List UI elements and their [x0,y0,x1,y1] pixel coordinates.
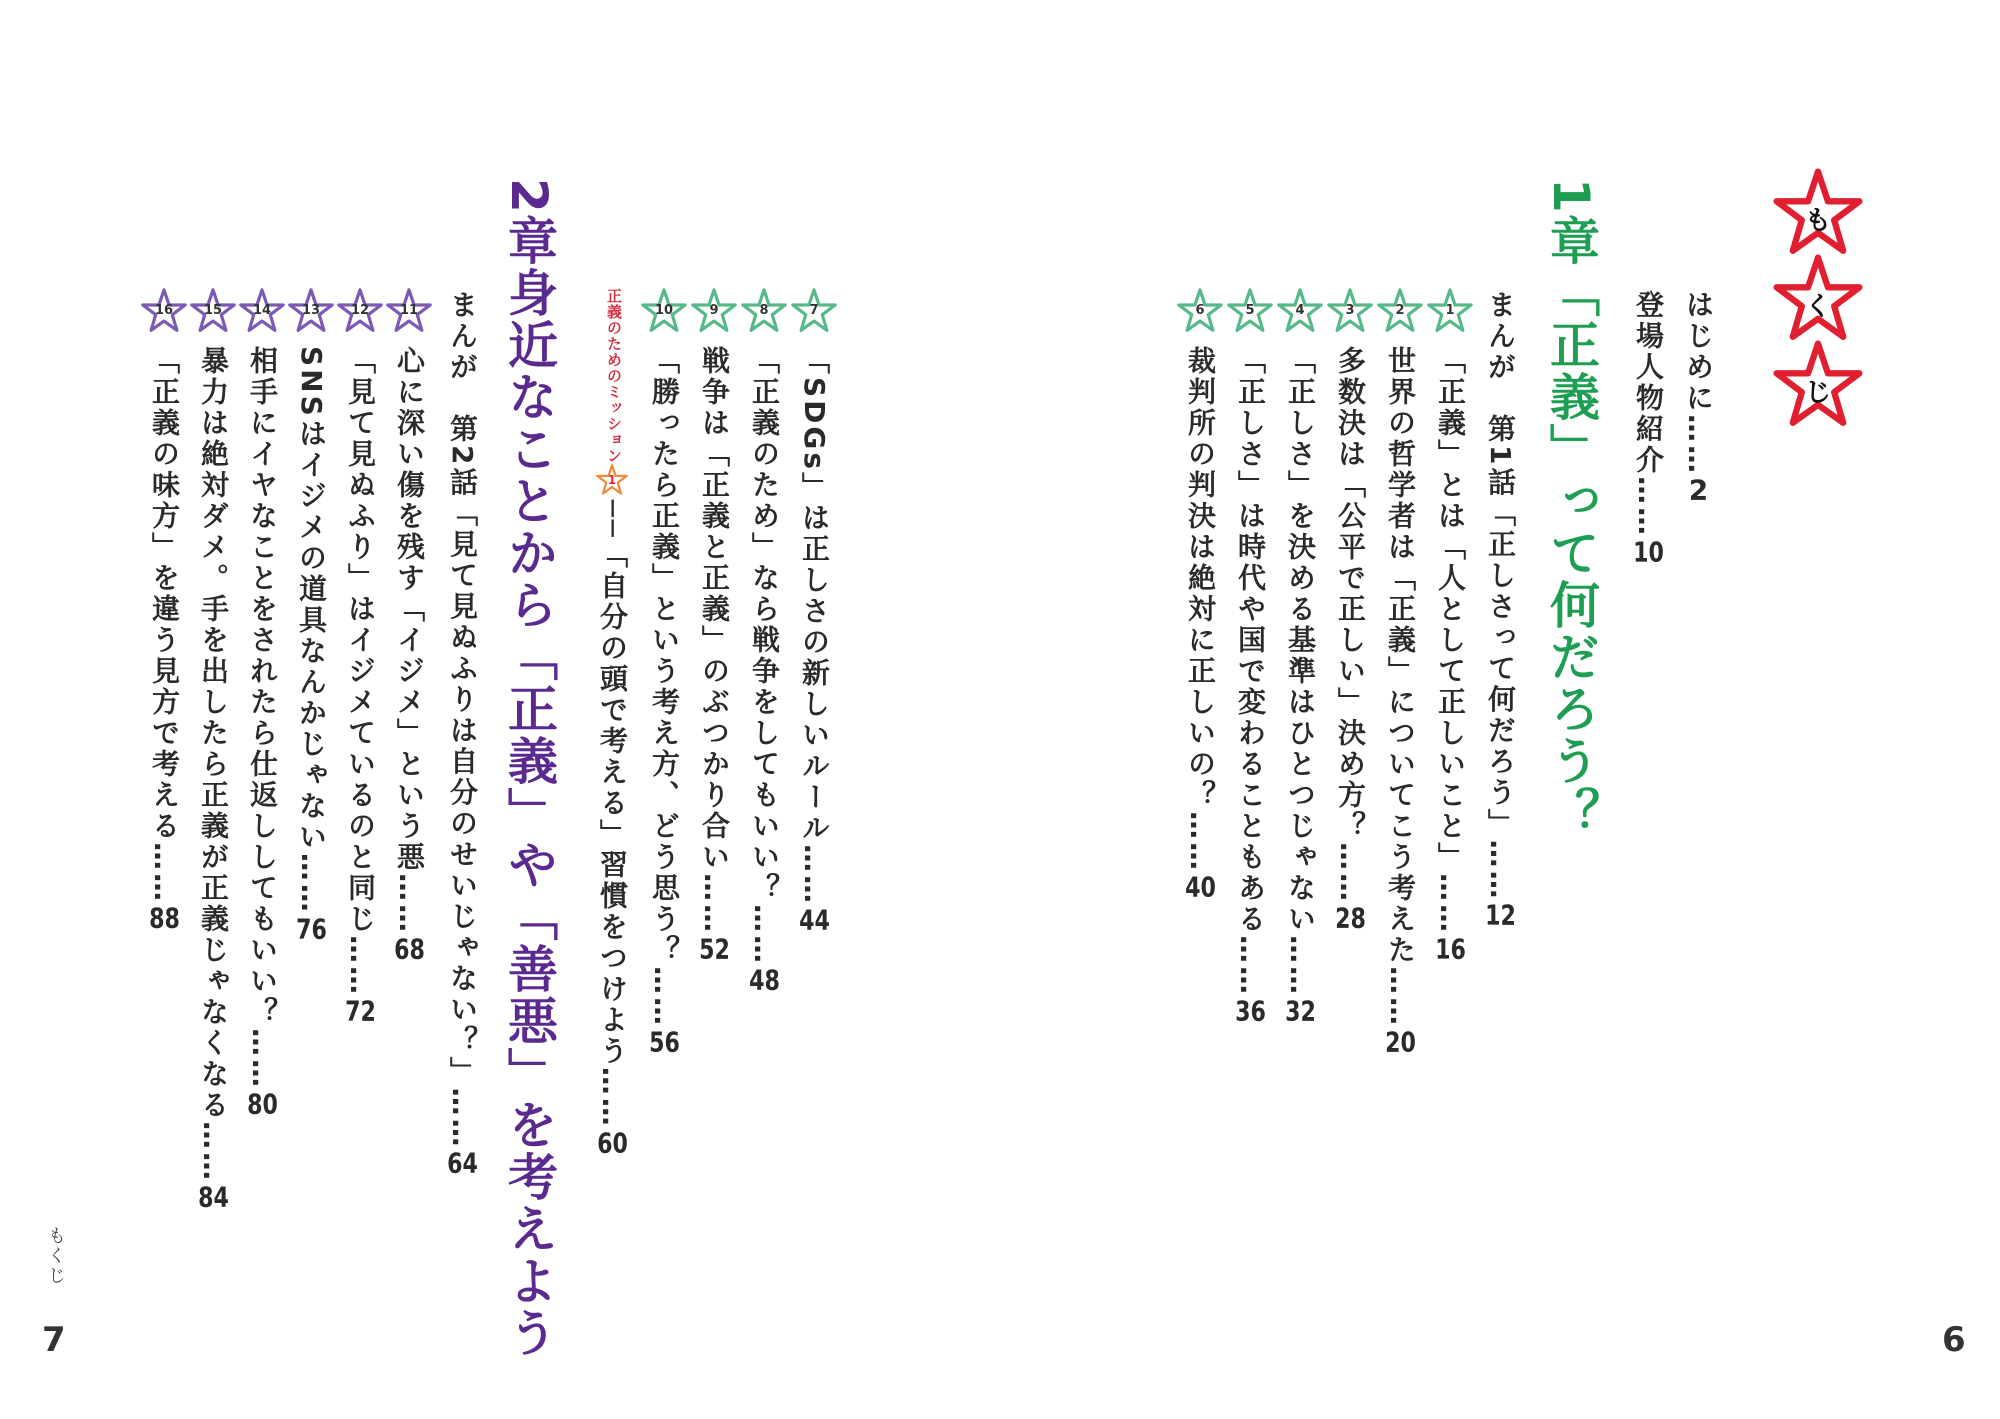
page-number: 10 [1633,538,1664,566]
entry-text: 多数決は「公平で正しい」決め方？…… [1334,346,1367,904]
entry-text: はじめに…… [1682,290,1715,476]
toc-intro[interactable] [1682,290,1715,504]
entry-text: 心に深い傷を残す「イジメ」という悪…… [393,346,426,935]
toc-item-9[interactable] [698,346,731,963]
page-number: 40 [1185,873,1216,901]
page-number: 68 [394,935,425,963]
toc-item-8[interactable] [748,346,781,994]
mission-label: 正義のためのミッション [605,288,623,464]
item-marker-7: 7 [790,288,838,334]
entry-text: 登場人物紹介…… [1632,290,1665,538]
page-number: 2 [1688,476,1709,504]
entry-text: 裁判所の判決は絶対に正しいの？…… [1184,346,1217,873]
entry-text: 「正義」とは「人として正しいこと」…… [1434,346,1467,935]
page-number: 76 [296,914,327,943]
entry-text: 「正しさ」を決める基準はひとつじゃない…… [1284,346,1317,997]
item-marker-11: 11 [385,288,433,334]
title-star-char: く [1804,292,1831,322]
page-number: 72 [345,997,376,1025]
entry-text: 「正義のため」なら戦争をしてもいい？…… [748,346,781,966]
page-number: 36 [1235,997,1266,1025]
entry-text: 戦争は「正義と正義」のぶつかり合い…… [698,346,731,935]
item-marker-14: 14 [238,288,286,334]
page-number-right: 6 [1942,1320,1966,1360]
item-marker-12: 12 [336,288,384,334]
page-number: 44 [799,906,830,935]
item-marker-1: 1 [1426,288,1474,334]
page-number-left: 7 [42,1320,66,1360]
toc-item-7[interactable] [798,346,831,935]
page-number: 60 [597,1128,628,1157]
chapter-1-heading: 1章「正義」って何だろう？ [1542,178,1600,839]
toc-item-11[interactable] [393,346,426,963]
toc-item-16[interactable] [148,346,181,932]
title-star-2 [1772,254,1864,344]
toc-item-12[interactable] [344,346,377,1025]
toc-item-15[interactable] [197,346,230,1211]
page-number: 12 [1485,901,1516,930]
item-marker-9: 9 [690,288,738,334]
toc-item-3[interactable] [1334,346,1367,932]
toc-item-6[interactable] [1184,346,1217,901]
page-number: 16 [1435,935,1466,963]
entry-text: SNSはイジメの道具なんかじゃない…… [295,346,328,915]
page-number: 32 [1285,997,1316,1025]
item-marker-15: 15 [189,288,237,334]
entry-text: まんが 第1話「正しさって何だろう」…… [1484,290,1517,902]
entry-text: 「正義の味方」を違う見方で考える…… [148,346,181,904]
page-number: 64 [447,1149,478,1178]
toc-characters[interactable] [1632,290,1665,566]
title-star-char: じ [1804,378,1831,408]
page-number: 48 [749,966,780,994]
item-marker-5: 5 [1226,288,1274,334]
item-marker-3: 3 [1326,288,1374,334]
entry-text: 「見て見ぬふり」はイジメているのと同じ…… [344,346,377,997]
item-marker-4: 4 [1276,288,1324,334]
entry-text: まんが 第2話「見て見ぬふりは自分のせいじゃない？」…… [446,290,479,1150]
entry-text: 「SDGs」は正しさの新しいルール…… [798,346,831,907]
toc-item-5[interactable] [1234,346,1267,1025]
entry-text: 暴力は絶対ダメ。手を出したら正義が正義じゃなくなる…… [197,346,230,1183]
page-number: 56 [649,1028,680,1056]
chapter-2-manga[interactable] [446,290,479,1178]
item-marker-16: 16 [140,288,188,334]
title-star-char: も [1804,206,1831,236]
toc-item-2[interactable] [1384,346,1417,1056]
title-star-1 [1772,168,1864,258]
page-number: 80 [247,1090,278,1118]
toc-item-14[interactable] [246,346,279,1118]
mission-star: 1 [595,464,629,496]
item-marker-6: 6 [1176,288,1224,334]
page-number: 84 [198,1183,229,1211]
toc-item-10[interactable] [648,346,681,1056]
page-number: 20 [1385,1028,1416,1056]
entry-text: 相手にイヤなことをされたら仕返ししてもいい？…… [246,346,279,1090]
toc-mission-1[interactable] [596,500,629,1157]
entry-text: 「勝ったら正義」という考え方、どう思う？…… [648,346,681,1028]
toc-item-4[interactable] [1284,346,1317,1025]
page-number: 28 [1335,904,1366,932]
entry-text: 「正しさ」は時代や国で変わることもある…… [1234,346,1267,997]
page-number: 88 [149,904,180,932]
toc-item-1[interactable] [1434,346,1467,963]
entry-text: ──「自分の頭で考える」習慣をつけよう…… [596,500,629,1129]
running-head: もくじ [45,1226,66,1286]
chapter-2-heading: 2章身近なことから「正義」や「善悪」を考えよう [500,178,558,1359]
item-marker-10: 10 [640,288,688,334]
entry-text: 世界の哲学者は「正義」についてこう考えた…… [1384,346,1417,1028]
item-marker-13: 13 [287,288,335,334]
chapter-1-manga[interactable] [1484,290,1517,930]
toc-item-13[interactable] [295,346,328,943]
item-marker-2: 2 [1376,288,1424,334]
page-number: 52 [699,935,730,963]
title-star-3 [1772,340,1864,430]
item-marker-8: 8 [740,288,788,334]
